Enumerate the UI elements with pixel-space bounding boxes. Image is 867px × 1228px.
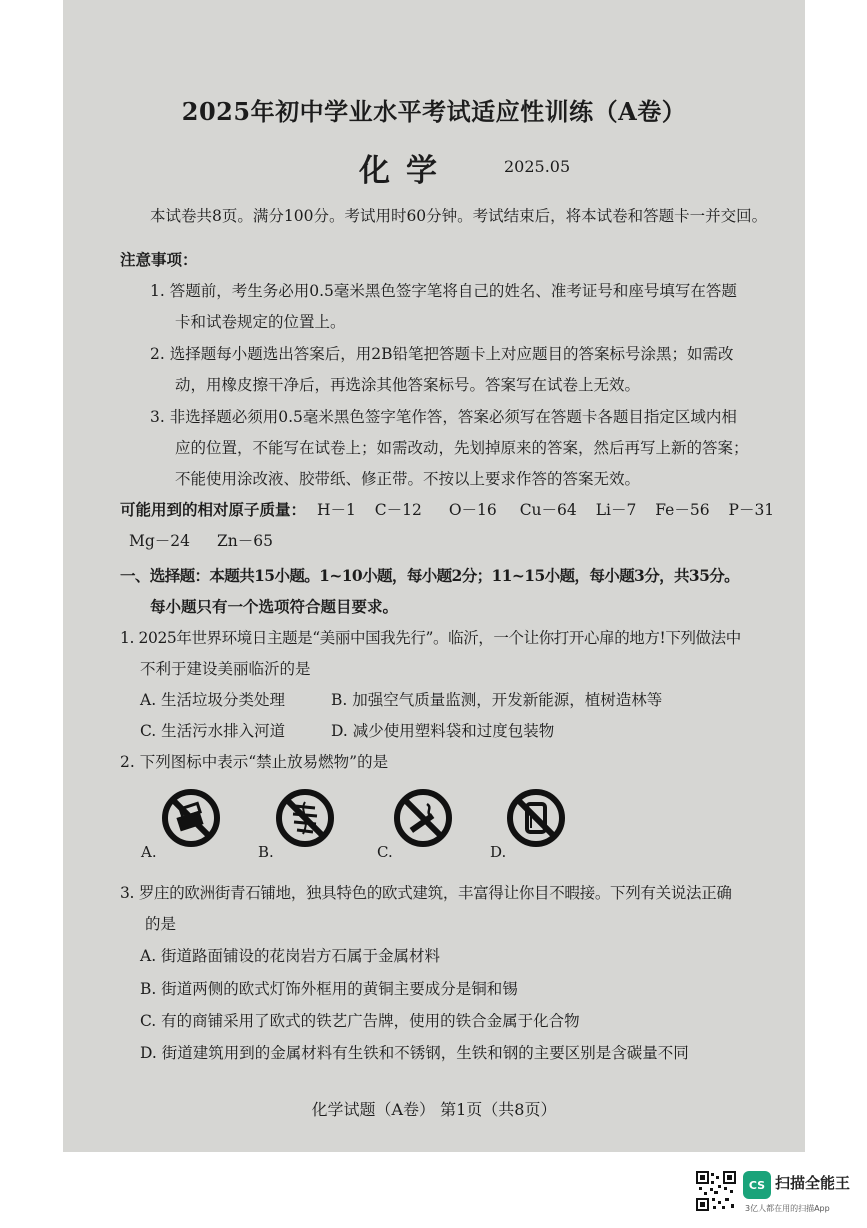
q1-option-c: C. 生活污水排入河道 (140, 722, 286, 740)
q3-option-b: B. 街道两侧的欧式灯饰外框用的黄铜主要成分是铜和锡 (140, 980, 518, 998)
atomic-mass-cu: Cu－64 (519, 501, 577, 519)
section-1-heading: 一、选择题：本题共15小题。1~10小题，每小题2分；11~15小题，每小题3分，共35分。 (120, 566, 740, 585)
atomic-mass-label: 可能用到的相对原子质量： (120, 500, 307, 519)
atomic-mass-p: P－31 (728, 501, 775, 519)
atomic-mass-h: H－1 (316, 501, 356, 519)
no-stacking-icon (161, 788, 221, 848)
note-3-line-2: 应的位置，不能写在试卷上；如需改动，先划掉原来的答案，然后再写上新的答案； (175, 439, 749, 457)
q3-option-a: A. 街道路面铺设的花岗岩方石属于金属材料 (140, 947, 441, 965)
q2-stem: 2. 下列图标中表示“禁止放易燃物”的是 (120, 753, 389, 771)
q2-label-d: D. (490, 843, 507, 861)
atomic-mass-li: Li－7 (595, 501, 637, 519)
section-1-note: 每小题只有一个选项符合题目要求。 (150, 597, 399, 616)
note-2-line-1: 2. 选择题每小题选出答案后，用2B铅笔把答题卡上对应题目的答案标号涂黑；如需改 (150, 345, 734, 363)
camscanner-logo: CS (743, 1171, 771, 1199)
scanner-tagline: 3亿人都在用的扫描App (745, 1204, 830, 1213)
note-2-line-2: 动，用橡皮擦干净后，再选涂其他答案标号。答案写在试卷上无效。 (175, 376, 641, 394)
atomic-mass-zn: Zn－65 (216, 532, 273, 550)
notes-heading: 注意事项： (120, 250, 198, 269)
q1-option-d: D. 减少使用塑料袋和过度包装物 (331, 722, 555, 740)
atomic-mass-fe: Fe－56 (655, 501, 710, 519)
atomic-mass-row-1 (120, 498, 774, 520)
scanner-app-name: 扫描全能王 (775, 1174, 851, 1192)
q2-label-b: B. (258, 843, 274, 861)
atomic-mass-row-2 (129, 529, 273, 551)
no-container-icon (506, 788, 566, 848)
q1-stem-line-1: 1. 2025年世界环境日主题是“美丽中国我先行”。临沂，一个让你打开心扉的地方!下列做法中 (120, 629, 741, 647)
q3-option-d: D. 街道建筑用到的金属材料有生铁和不锈钢，生铁和钢的主要区别是含碳量不同 (140, 1044, 689, 1062)
qr-code-icon (696, 1171, 736, 1211)
subject-heading: 化学 (359, 153, 453, 189)
atomic-mass-c: C－12 (374, 501, 422, 519)
q1-stem-line-2: 不利于建设美丽临沂的是 (140, 660, 311, 678)
exam-date: 2025.05 (504, 157, 571, 176)
exam-title: 2025年初中学业水平考试适应性训练（A卷） (181, 97, 687, 126)
no-burning-materials-icon (275, 788, 335, 848)
atomic-mass-o: O－16 (448, 501, 497, 519)
q2-label-c: C. (377, 843, 393, 861)
no-smoking-icon (393, 788, 453, 848)
q1-option-a: A. 生活垃圾分类处理 (140, 691, 286, 709)
note-1-line-2: 卡和试卷规定的位置上。 (175, 313, 346, 331)
page-footer: 化学试题（A卷） 第1页（共8页） (311, 1100, 557, 1119)
intro-text: 本试卷共8页。满分100分。考试用时60分钟。考试结束后，将本试卷和答题卡一并交回。 (150, 207, 768, 225)
q2-label-a: A. (141, 843, 157, 861)
exam-page (63, 0, 805, 1152)
q3-stem-line-1: 3. 罗庄的欧洲街青石铺地，独具特色的欧式建筑，丰富得让你目不暇接。下列有关说法正确 (120, 884, 732, 902)
note-3-line-1: 3. 非选择题必须用0.5毫米黑色签字笔作答，答案必须写在答题卡各题目指定区域内相 (150, 408, 737, 426)
q3-option-c: C. 有的商铺采用了欧式的铁艺广告牌，使用的铁合金属于化合物 (140, 1012, 580, 1030)
q3-stem-line-2: 的是 (145, 915, 177, 933)
atomic-mass-mg: Mg－24 (129, 532, 191, 550)
note-1-line-1: 1. 答题前，考生务必用0.5毫米黑色签字笔将自己的姓名、准考证号和座号填写在答题 (150, 282, 737, 300)
note-3-line-3: 不能使用涂改液、胶带纸、修正带。不按以上要求作答的答案无效。 (175, 470, 641, 488)
q1-option-b: B. 加强空气质量监测，开发新能源，植树造林等 (331, 691, 663, 709)
